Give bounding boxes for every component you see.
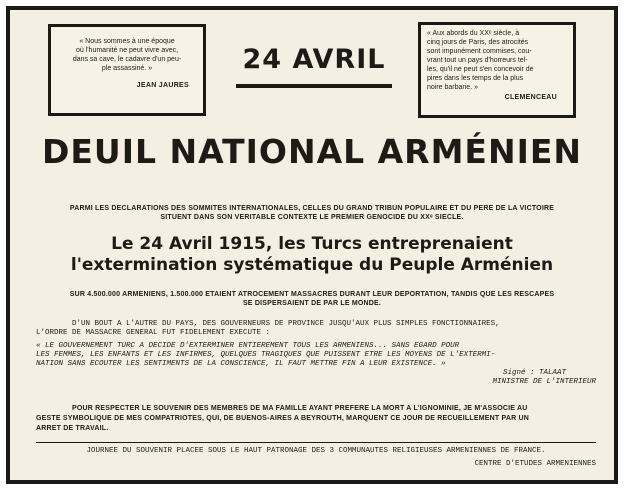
facts-line: SUR 4.500.000 ARMENIENS, 1.500.000 ETAIENT ATROCEMENT MASSACRES DURANT LEUR DEPORTATION, TANDIS QUE LES RESCAPES — [69, 291, 555, 298]
order-line: D'UN BOUT A L'AUTRE DU PAYS, DES GOUVERNEURS DE PROVINCE JUSQU'AUX PLUS SIMPLES FONCTIONNAIRES, — [72, 320, 500, 328]
footer-line: JOURNEE DU SOUVENIR PLACEE SOUS LE HAUT PATRONAGE DES 3 COMMUNAUTES RELIGIEUSES ARMENIENNES DE FRANCE. — [86, 447, 546, 455]
tribute-line: GESTE SYMBOLIQUE DE MES COMPATRIOTES, QUI, DE BUENOS-AIRES A BEYROUTH, MARQUENT CE JOUR DE RECUEILLEMENT PAR UN — [36, 415, 530, 422]
signature: Signé : TALAAT — [502, 369, 566, 377]
intro-text — [20, 204, 604, 222]
clemenceau-quote-line: les, qu'il ne peut s'en concevoir de — [427, 66, 534, 73]
facts-line: SE DISPERSAIENT DE PAR LE MONDE. — [242, 300, 382, 307]
clemenceau-quote-text — [427, 29, 567, 92]
date-underline — [236, 84, 392, 88]
headline — [10, 234, 614, 276]
jaures-quote-line: dans sa cave, le cadavre d'un peu- — [72, 56, 182, 63]
main-title: DEUIL NATIONAL ARMÉNIEN — [41, 132, 583, 171]
intro-line: SITUENT DANS SON VERITABLE CONTEXTE LE PREMIER GENOCIDE DU XXᵉ SIECLE. — [160, 214, 464, 221]
order-line: L'ORDRE DE MASSACRE GENERAL FUT FIDELEMENT EXECUTE : — [36, 329, 271, 337]
footer-org: CENTRE D'ETUDES ARMENIENNES — [474, 460, 596, 468]
jaures-quote-text — [57, 37, 197, 73]
clemenceau-quote-line: « Aux abords du XXᵉ siècle, à — [427, 30, 520, 37]
clemenceau-quote-line: cinq jours de Paris, des atrocités — [427, 39, 529, 46]
tribute-line: ARRET DE TRAVAIL. — [36, 425, 109, 432]
intro-line: PARMI LES DECLARATIONS DES SOMMITES INTERNATIONALES, CELLES DU GRAND TRIBUN POPULAIRE ET DU PERE DE LA VICTOIRE — [69, 205, 555, 212]
memorial-poster — [6, 6, 618, 484]
talaat-quote — [36, 342, 596, 369]
tribute-text — [36, 404, 596, 434]
clemenceau-quote-line: sont impunément commises, cou- — [427, 48, 532, 55]
talaat-quote-line: NATION SANS ECOUTER LES SENTIMENTS DE LA CONSCIENCE, IL FAUT METTRE FIN A LEUR EXISTENCE. » — [36, 360, 446, 368]
jaures-quote-line: « Nous sommes à une époque — [79, 38, 175, 45]
clemenceau-quote-box — [418, 22, 576, 118]
headline-line: Le 24 Avril 1915, les Turcs entreprenaient — [111, 234, 513, 254]
footer-text — [36, 447, 596, 469]
jaures-author: JEAN JAURES — [136, 82, 189, 89]
order-text — [36, 320, 596, 387]
clemenceau-quote-line: vrant tout un pays d'horreurs tel- — [427, 57, 528, 64]
clemenceau-author: CLEMENCEAU — [504, 94, 557, 101]
talaat-quote-line: « LE GOUVERNEMENT TURC A DECIDE D'EXTERMINER ENTIEREMENT TOUS LES ARMENIENS... SANS EGARD POUR — [36, 342, 460, 350]
date-title: 24 AVRIL — [242, 44, 386, 75]
jaures-quote-box — [48, 24, 206, 116]
facts-text — [20, 290, 604, 308]
footer-divider — [36, 442, 596, 443]
talaat-quote-line: LES FEMMES, LES ENFANTS ET LES INFIRMES, QUELQUES TRAGIQUES QUE PUISSENT ETRE LES MOYENS DE L'EXTERMI- — [36, 351, 496, 359]
clemenceau-quote-line: noire barbarie. » — [427, 84, 478, 91]
jaures-quote-line: où l'humanité ne peut vivre avec, — [75, 47, 179, 54]
minister-title: MINISTRE DE L'INTERIEUR — [492, 378, 596, 386]
headline-line: l'extermination systématique du Peuple Arménien — [70, 255, 554, 275]
jaures-quote-line: ple assassiné. » — [101, 65, 153, 72]
tribute-line: POUR RESPECTER LE SOUVENIR DES MEMBRES DE MA FAMILLE AYANT PREFERE LA MORT A L'IGNOMINIE, JE M'ASSOCIE AU — [72, 405, 528, 412]
clemenceau-quote-line: pires dans les temps de la plus — [427, 75, 524, 82]
